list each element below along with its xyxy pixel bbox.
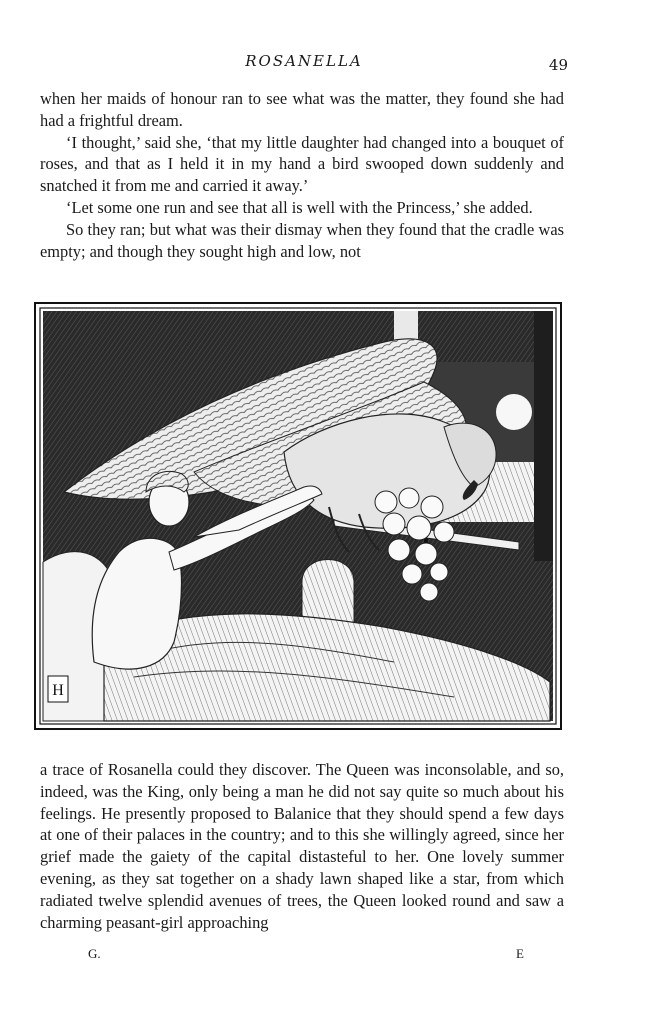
paragraph: a trace of Rosanella could they discover. The Queen was inconsolable, and so, indeed, was the King, only being a man he did not say quite so much about his feelings. He presently proposed to Balanice that they should spend a few days at one of their palaces in the country; and to this she willingly agreed, since her grief made the gaiety of the capital distasteful to her. One lovely summer evening, as they sat together on a shady lawn shaped like a star, from which radiated twelve splendid avenues of trees, the Queen looked round and saw a charming peasant-girl approaching xyxy=(40,760,564,932)
running-title: ROSANELLA xyxy=(245,52,363,70)
body-text-bottom xyxy=(40,759,564,933)
paragraph: ‘Let some one run and see that all is well with the Princess,’ she added. xyxy=(66,197,533,217)
monogram-letter: H xyxy=(52,682,64,699)
paragraph: when her maids of honour ran to see what was the matter, they found she had had a frightful dream. xyxy=(40,89,564,130)
page-header xyxy=(40,52,568,76)
paragraph: ‘I thought,’ said she, ‘that my little daughter had changed into a bouquet of roses, and that as I held it in my hand a bird swooped down suddenly and snatched it from me and carried it away.’ xyxy=(40,132,564,196)
signature-mark-right: E xyxy=(516,946,524,961)
body-text-top xyxy=(40,88,564,262)
page-number: 49 xyxy=(548,56,568,74)
artist-monogram xyxy=(48,676,68,702)
paragraph: So they ran; but what was their dismay when they found that the cradle was empty; and though they sought high and low, not xyxy=(40,219,564,261)
eagle-illustration xyxy=(34,302,562,730)
page-footer xyxy=(40,946,564,966)
signature-mark-left: G. xyxy=(88,946,101,961)
